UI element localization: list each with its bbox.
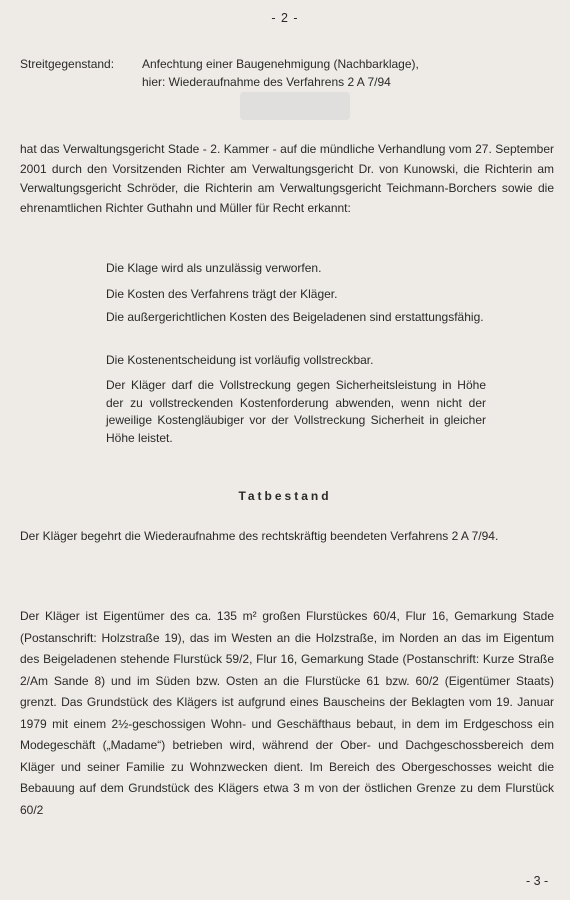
intro-paragraph: hat das Verwaltungsgericht Stade - 2. Kammer - auf die mündliche Verhandlung vom 27. September 2001 durch den Vorsitzenden Richter am Verwaltungsgericht Dr. von Kunowski, die Richterin am Verwaltungsgericht Schröder, die Richterin am Verwaltungsgericht Teichmann-Borchers sowie die ehrenamtlichen Richter Guthahn und Müller für Recht erkannt: (20, 142, 554, 215)
tenor-item-3: Die außergerichtlichen Kosten des Beigeladenen sind erstattungsfähig. (106, 310, 484, 324)
page-number-bottom: - 3 - (526, 874, 549, 888)
subject-label: Streitgegenstand: (20, 57, 115, 71)
section-heading: Tatbestand (238, 489, 332, 503)
subject-line-2: hier: Wiederaufnahme des Verfahrens 2 A 7/94 (142, 75, 391, 89)
paper-stain (240, 92, 350, 120)
tenor-item-5: Der Kläger darf die Vollstreckung gegen Sicherheitsleistung in Höhe der zu vollstreckenden Kostenforderung abwenden, wenn nicht der jeweilige Kostengläubiger vor der Vollstreckung Sicherheit in gleicher Höhe leistet. (106, 378, 486, 445)
paragraph-1: Der Kläger begehrt die Wiederaufnahme des rechtskräftig beendeten Verfahrens 2 A 7/94. (20, 529, 499, 543)
subject-text (142, 55, 562, 91)
tenor-item-4: Die Kostenentscheidung ist vorläufig vollstreckbar. (106, 353, 374, 367)
paragraph-2: Der Kläger ist Eigentümer des ca. 135 m² großen Flurstückes 60/4, Flur 16, Gemarkung Stade (Postanschrift: Holzstraße 19), das im Westen an die Holzstraße, im Norden an das im Eigentum des Beigeladenen stehende Flurstück 59/2, Flur 16, Gemarkung Stade (Postanschrift: Kurze Straße 2/Am Sande 8) und im Süden bzw. Osten an die Flurstücke 61 bzw. 60/2 (Eigentümer Staats) grenzt. Das Grundstück des Klägers ist aufgrund eines Bauscheins der Beklagten vom 19. Januar 1979 mit einem 2½-geschossigen Wohn- und Geschäfthaus bebaut, in dem im Erdgeschoss ein Modegeschäft („Madame“) betrieben wird, während der Ober- und Dachgeschossbereich dem Kläger und seiner Familie zu Wohnzwecken dient. Im Bereich des Obergeschosses weicht die Bebauung auf dem Grundstück des Klägers etwa 3 m von der östlichen Grenze zu dem Flurstück 60/2 (20, 609, 554, 817)
tenor-item-1: Die Klage wird als unzulässig verworfen. (106, 261, 322, 275)
tenor-item-2: Die Kosten des Verfahrens trägt der Kläger. (106, 287, 338, 301)
page-number-top: - 2 - (271, 11, 299, 25)
subject-line-1: Anfechtung einer Baugenehmigung (Nachbarklage), (142, 57, 419, 71)
